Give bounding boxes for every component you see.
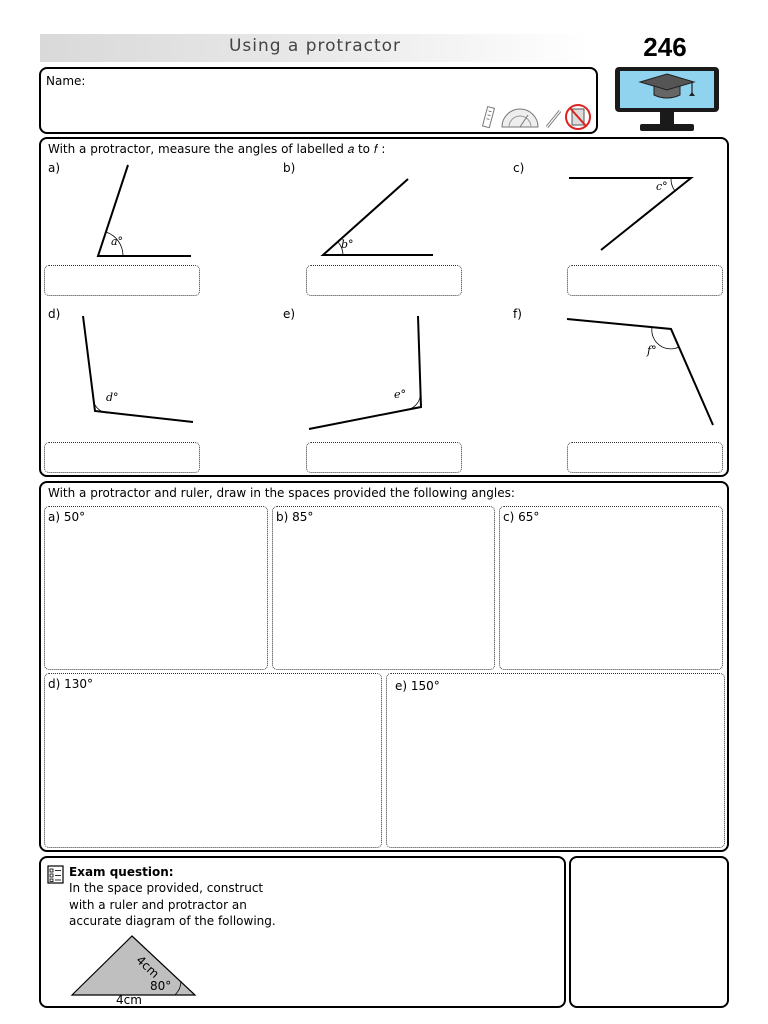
exam-side-slanted-label: 4cm [133, 953, 162, 981]
measure-label-d: d) [48, 307, 61, 321]
angle-label-e: 𝑒° [394, 388, 407, 401]
draw-space-a[interactable] [44, 506, 268, 670]
measure-label-f: f) [513, 307, 522, 321]
measure-label-c: c) [513, 161, 525, 175]
draw-label-d: d) 130° [48, 677, 94, 691]
sheet-number: 246 [643, 32, 687, 62]
measure-label-b: b) [283, 161, 296, 175]
answer-field-f[interactable] [567, 442, 723, 473]
angle-label-b: 𝑏° [341, 238, 354, 251]
measure-instruction: With a protractor, measure the angles of labelled 𝑎 to 𝑓 : [48, 142, 386, 156]
draw-label-c: c) 65° [503, 510, 540, 524]
checklist-icon [47, 865, 64, 884]
draw-space-b[interactable] [272, 506, 495, 670]
angle-label-f: 𝑓° [647, 344, 657, 357]
answer-field-b[interactable] [306, 265, 462, 296]
exam-answer-space[interactable] [569, 856, 729, 1008]
answer-field-d[interactable] [44, 442, 200, 473]
draw-label-e: e) 150° [395, 679, 440, 693]
answer-field-a[interactable] [44, 265, 200, 296]
draw-label-b: b) 85° [276, 510, 314, 524]
angle-d [83, 316, 193, 422]
draw-space-c[interactable] [499, 506, 723, 670]
measure-label-e: e) [283, 307, 296, 321]
angle-label-c: 𝑐° [656, 180, 668, 193]
angle-label-d: 𝑑° [106, 391, 119, 404]
page-title: Using a protractor [228, 36, 402, 56]
exam-text: In the space provided, construct with a ruler and protractor an accurate diagram of the following. [69, 881, 276, 928]
angle-e [309, 316, 421, 429]
answer-field-e[interactable] [306, 442, 462, 473]
draw-space-d[interactable] [44, 673, 382, 848]
angle-label-a: 𝑎° [111, 235, 124, 248]
angle-f [567, 319, 713, 425]
draw-instruction: With a protractor and ruler, draw in the spaces provided the following angles: [48, 486, 515, 500]
measure-label-a: a) [48, 161, 61, 175]
exam-side-base-label: 4cm [116, 993, 142, 1007]
draw-label-a: a) 50° [48, 510, 86, 524]
name-label: Name: [46, 74, 86, 88]
answer-field-c[interactable] [567, 265, 723, 296]
exam-angle-label: 80° [150, 979, 172, 993]
exam-title: Exam question: [69, 865, 174, 879]
angle-c [569, 178, 691, 250]
draw-space-e[interactable] [386, 673, 725, 848]
